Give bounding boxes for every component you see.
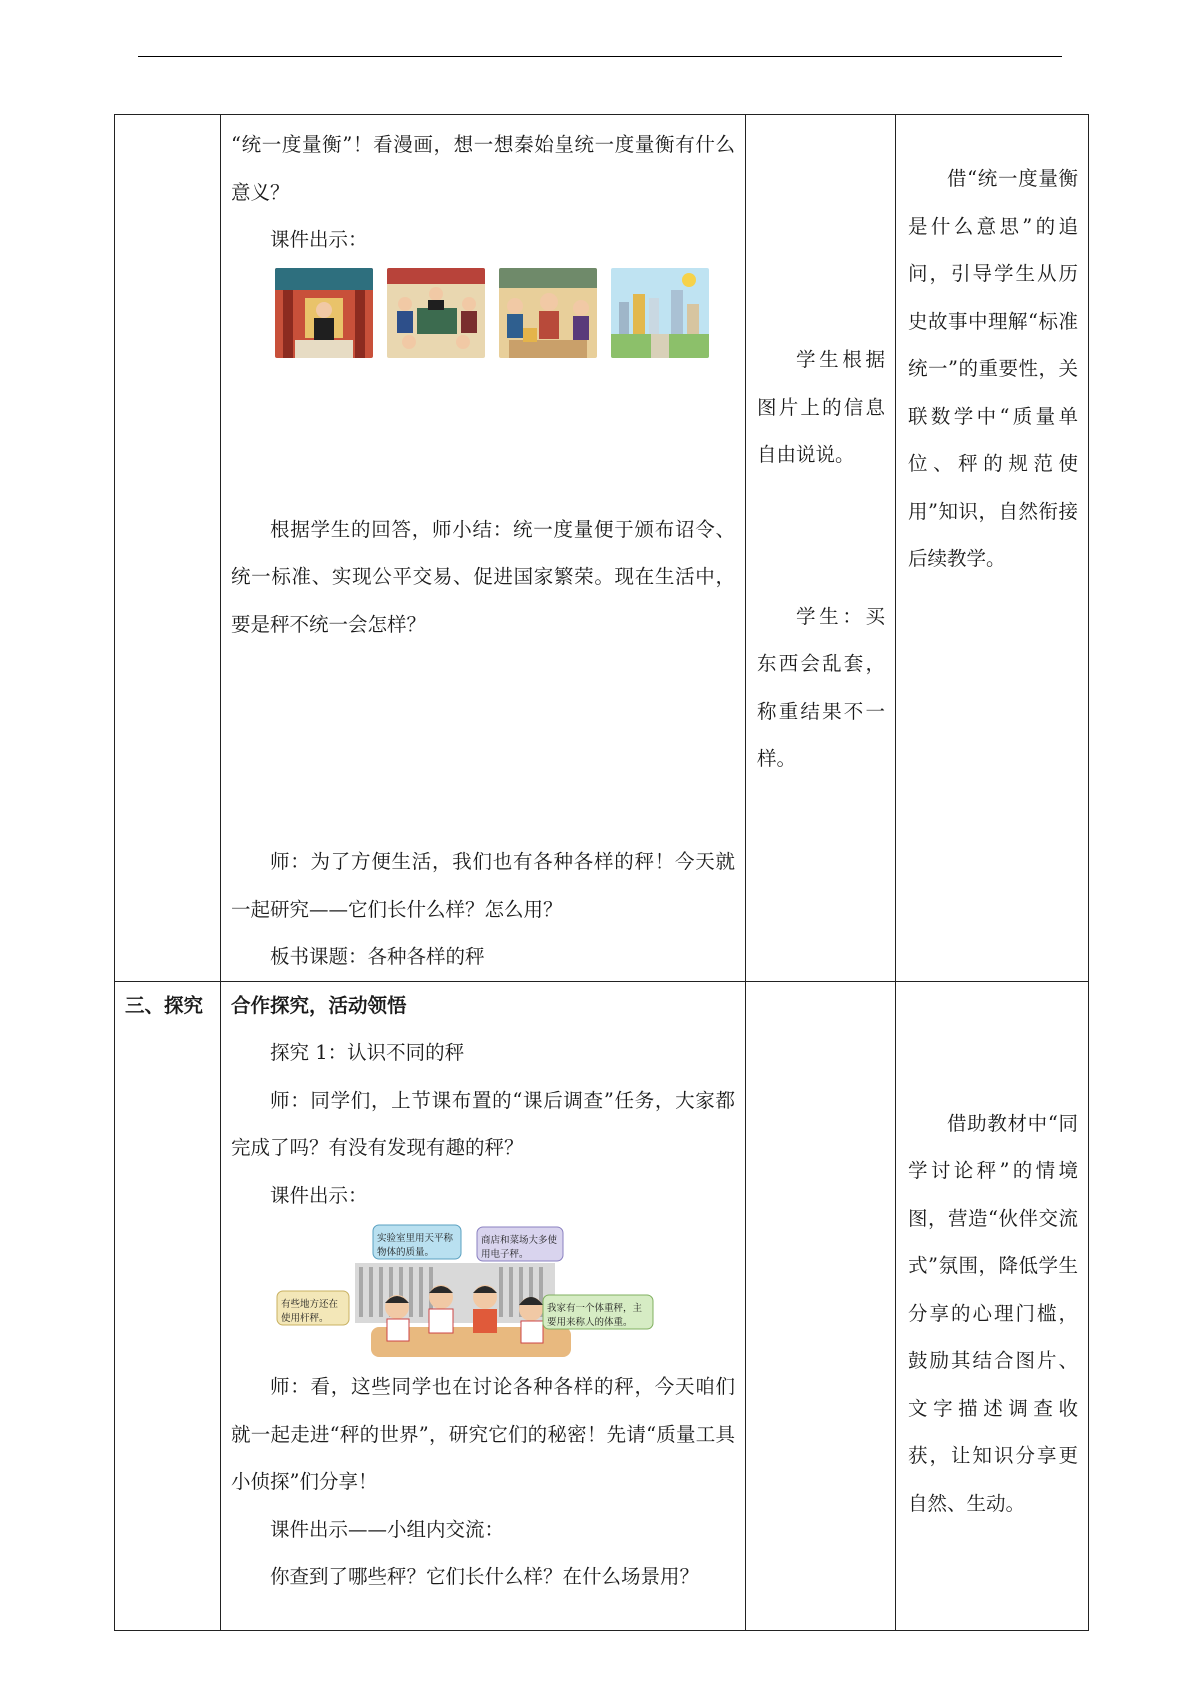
student-activity-cell: [746, 981, 896, 1630]
table-row: [115, 115, 1089, 982]
content-paragraph: 师：同学们，上节课布置的“课后调查”任务，大家都完成了吗？有没有发现有趣的秤？: [231, 1088, 735, 1159]
spacer: [231, 648, 735, 838]
spacer: [231, 360, 735, 506]
header-rule: [138, 56, 1062, 57]
student-activity-text: 学生：买东西会乱套，称重结果不一样。: [757, 604, 885, 770]
content-paragraph: “统一度量衡”！看漫画，想一想秦始皇统一度量衡有什么意义？: [231, 133, 735, 204]
design-intent-text: 借助教材中“同学讨论秤”的情境图，营造“伙伴交流式”氛围，降低学生分享的心理门槛，鼓励其结合图片、文字描述调查收获，让知识分享更自然、生动。: [908, 1111, 1078, 1515]
content-paragraph: 根据学生的回答，师小结：统一度量便于颁布诏令、统一标准、实现公平交易、促进国家繁荣。现在生活中，要是秤不统一会怎样？: [231, 517, 735, 636]
design-intent-cell: [896, 981, 1089, 1630]
content-paragraph: 探究 1：认识不同的秤: [270, 1041, 465, 1064]
lesson-plan-table: [114, 114, 1089, 1631]
speech-bubble-steelyard: 有些地方还在使用杆秤。: [281, 1299, 339, 1324]
content-paragraph: 师：看，这些同学也在讨论各种各样的秤，今天咱们就一起走进“秤的世界”，研究它们的秘密！先请“质量工具小侦探”们分享！: [231, 1375, 735, 1493]
spacer: [757, 479, 885, 593]
design-intent-cell: [896, 115, 1089, 982]
teaching-content-cell: [221, 115, 746, 982]
teaching-content-cell: [221, 981, 746, 1630]
table-row: [115, 981, 1089, 1630]
spacer: [757, 115, 885, 336]
speech-bubble-electronic-scale: 商店和菜场大多使用电子秤。: [481, 1235, 558, 1260]
stage-cell: [115, 981, 221, 1630]
student-activity-cell: [746, 115, 896, 982]
speech-bubble-body-scale: 我家有一个体重秤，主要用来称人的体重。: [547, 1303, 643, 1328]
content-paragraph: 课件出示：: [270, 1183, 368, 1207]
comic-strip: [275, 268, 735, 360]
comic-panel-modern-city-image: [611, 268, 709, 358]
design-intent-text: 借“统一度量衡是什么意思”的追问，引导学生从历史故事中理解“标准统一”的重要性，关联数学中“质量单位、秤的规范使用”知识，自然衔接后续教学。: [908, 167, 1078, 570]
student-activity-text: 学生根据图片上的信息自由说说。: [757, 348, 885, 466]
stage-label: 三、探究: [125, 993, 204, 1017]
comic-panel-court-image: [387, 268, 485, 358]
content-paragraph: 板书课题：各种各样的秤: [270, 945, 485, 968]
speech-bubble-lab-balance: 实验室里用天平称物体的质量。: [377, 1233, 454, 1258]
content-paragraph: 课件出示——小组内交流：: [270, 1517, 505, 1541]
classmates-discussion-image: [275, 1223, 675, 1363]
content-paragraph: 师：为了方便生活，我们也有各种各样的秤！今天就一起研究——它们长什么样？怎么用？: [231, 850, 735, 921]
content-paragraph: 课件出示：: [270, 228, 368, 251]
comic-panel-emperor-image: [275, 268, 373, 358]
content-paragraph: 你查到了哪些秤？它们长什么样？在什么场景用？: [270, 1565, 700, 1588]
section-heading: 合作探究，活动领悟: [231, 993, 407, 1017]
spacer: [908, 115, 1078, 155]
stage-cell: [115, 115, 221, 982]
comic-panel-market-image: [499, 268, 597, 358]
spacer: [908, 982, 1078, 1100]
